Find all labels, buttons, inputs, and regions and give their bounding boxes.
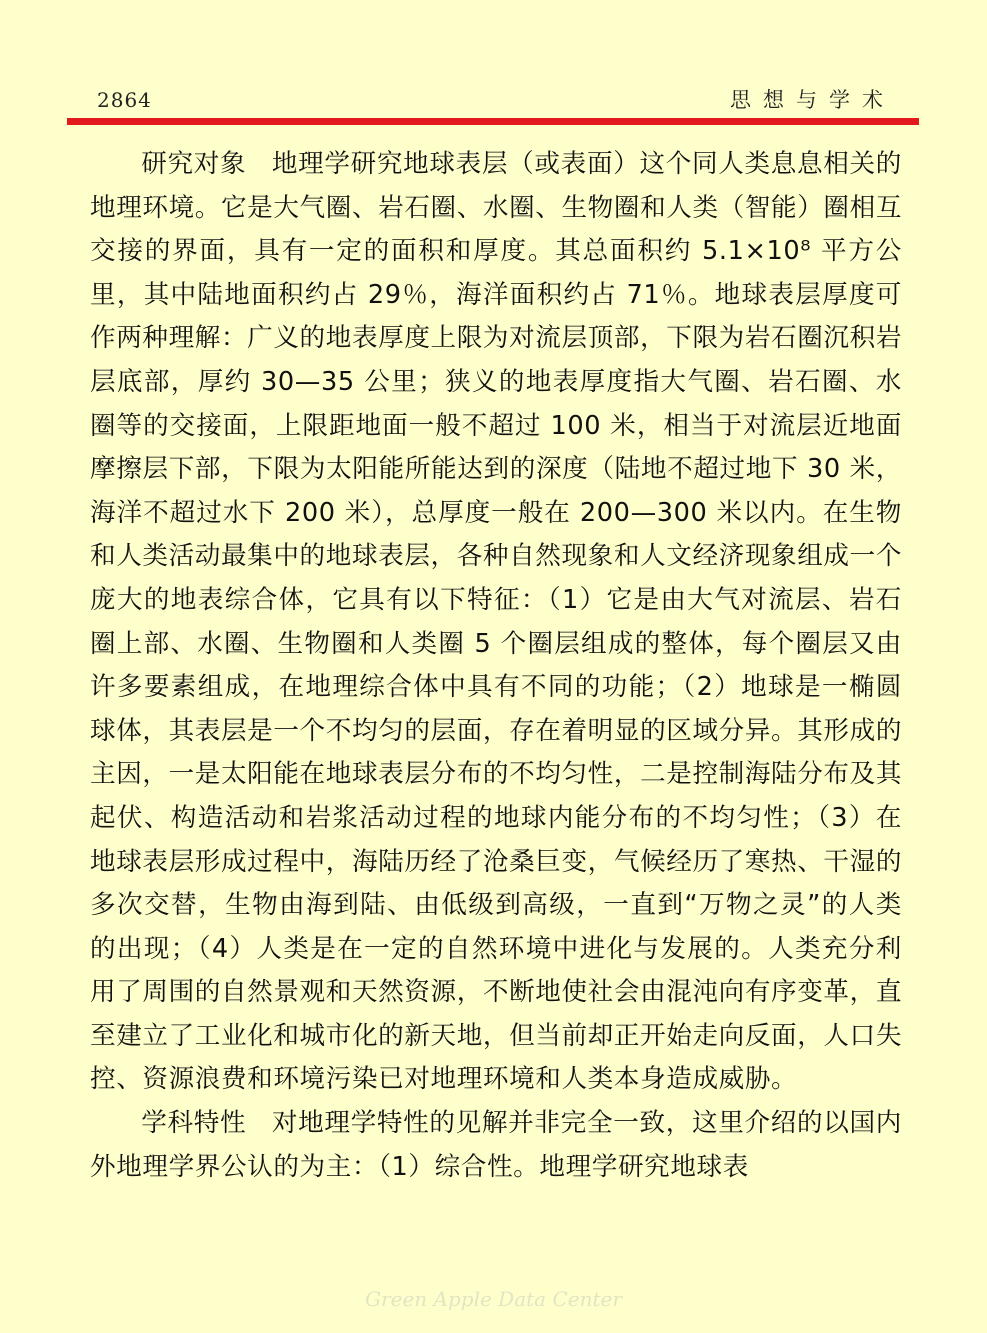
paragraph-text: 地理学研究地球表层（或表面）这个同人类息息相关的地理环境。它是大气圈、岩石圈、水圈、生物圈和人类（智能）圈相互交接的界面，具有一定的面积和厚度。其总面积约 5.1×10⁸ 平方公里，其中陆地面积约占 29％，海洋面积约占 71％。地球表层厚度可作两种理解：广义的地表厚度上限为对流层顶部，下限为岩石圈沉积岩层底部，厚约 30—35 公里；狭义的地表厚度指大气圈、岩石圈、水圈等的交接面，上限距地面一般不超过 100 米，相当于对流层近地面摩擦层下部，下限为太阳能所能达到的深度（陆地不超过地下 30 米，海洋不超过水下 200 米），总厚度一般在 200—300 米以内。在生物和人类活动最集中的地球表层，各种自然现象和人文经济现象组成一个庞大的地表综合体，它具有以下特征：（1）它是由大气对流层、岩石圈上部、水圈、生物圈和人类圈 5 个圈层组成的整体，每个圈层又由许多要素组成，在地理综合体中具有不同的功能；（2）地球是一椭圆球体，其表层是一个不均匀的层面，存在着明显的区域分异。其形成的主因，一是太阳能在地球表层分布的不均匀性，二是控制海陆分布及其起伏、构造活动和岩浆活动过程的地球内能分布的不均匀性；（3）在地球表层形成过程中，海陆历经了沧桑巨变，气候经历了寒热、干湿的多次交替，生物由海到陆、由低级到高级，一直到“万物之灵”的人类的出现；（4）人类是在一定的自然环境中进化与发展的。人类充分利用了周围的自然景观和天然资源，不断地使社会由混沌向有序变革，直至建立了工业化和城市化的新天地，但当前却正开始走向反面，人口失控、资源浪费和环境污染已对地理环境和人类本身造成威胁。 <box>90 149 903 1095</box>
page-number: 2864 <box>97 88 152 112</box>
header-rule <box>67 118 919 125</box>
paragraph-research-object <box>90 143 902 1102</box>
paragraph-discipline-traits <box>90 1102 902 1189</box>
paragraph-text: 对地理学特性的见解并非完全一致，这里介绍的以国内外地理学界公认的为主：（1）综合性。地理学研究地球表 <box>90 1108 902 1182</box>
running-title: 思想与学术 <box>730 88 895 112</box>
paragraph-term: 研究对象 <box>141 149 247 179</box>
watermark: Green Apple Data Center <box>365 1287 622 1311</box>
body-text <box>90 143 902 1189</box>
paragraph-term: 学科特性 <box>141 1108 247 1139</box>
